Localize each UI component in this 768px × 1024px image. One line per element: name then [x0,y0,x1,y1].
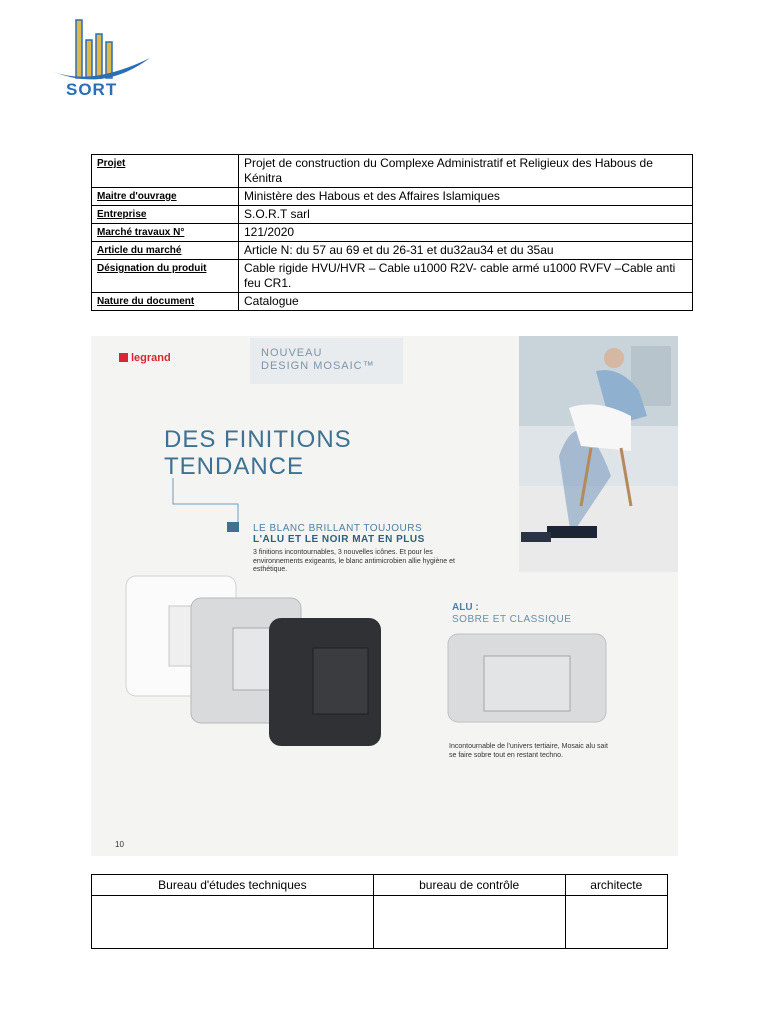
signature-cell-bureau-controle [373,896,565,949]
label-marche: Marché travaux N° [92,224,239,242]
project-info-table [91,154,693,311]
header-bureau-etudes: Bureau d'études techniques [92,875,374,896]
subheading-line2: L'ALU ET LE NOIR MAT EN PLUS [253,534,425,545]
table-row [92,896,668,949]
value-article: Article N: du 57 au 69 et du 26-31 et du32au34 et du 35au [239,242,693,260]
header-architecte: architecte [565,875,667,896]
legrand-text: legrand [131,352,171,364]
value-maitre-ouvrage: Ministère des Habous et des Affaires Islamiques [239,188,693,206]
table-row [92,224,693,242]
catalogue-headline [164,426,352,480]
label-maitre-ouvrage: Maitre d'ouvrage [92,188,239,206]
value-nature: Catalogue [239,293,693,311]
table-row [92,188,693,206]
signature-cell-architecte [565,896,667,949]
badge-line2: DESIGN MOSAIC™ [261,360,375,372]
catalogue-page-number: 10 [115,840,124,849]
alu-subtitle: SOBRE ET CLASSIQUE [452,614,572,625]
legrand-logo [119,352,171,364]
logo-text: SORT [66,80,118,99]
signature-table [91,874,668,949]
value-marche: 121/2020 [239,224,693,242]
table-row [92,260,693,293]
alu-title: ALU : [452,602,479,613]
badge-line1: NOUVEAU [261,347,323,359]
headline-line1: DES FINITIONS [164,426,352,453]
signature-cell-bureau-etudes [92,896,374,949]
label-article: Article du marché [92,242,239,260]
subheading-line1: LE BLANC BRILLANT TOUJOURS [253,523,423,534]
value-entreprise: S.O.R.T sarl [239,206,693,224]
label-projet: Projet [92,155,239,188]
table-row [92,242,693,260]
alu-description: Incontournable de l'univers tertiaire, Mosaic alu sait se faire sobre tout en restant techno. [449,743,608,759]
catalogue-image [91,336,678,856]
label-nature: Nature du document [92,293,239,311]
table-row [92,293,693,311]
legrand-mark-icon [119,353,128,362]
table-row [92,155,693,188]
label-entreprise: Entreprise [92,206,239,224]
headline-line2: TENDANCE [164,453,305,480]
value-projet: Projet de construction du Complexe Administratif et Religieux des Habous de Kénitra [239,155,693,188]
nouveau-badge [250,338,403,384]
catalogue-artwork [91,336,678,856]
table-row [92,875,668,896]
table-row [92,206,693,224]
value-designation: Cable rigide HVU/HVR – Cable u1000 R2V- cable armé u1000 RVFV –Cable anti feu CR1. [239,260,693,293]
header-bureau-controle: bureau de contrôle [373,875,565,896]
label-designation: Désignation du produit [92,260,239,293]
catalogue-blurb: 3 finitions incontournables, 3 nouvelles icônes. Et pour les environnements exigeants, le blanc antimicrobien allie hygiène et esthétique. [253,549,455,573]
